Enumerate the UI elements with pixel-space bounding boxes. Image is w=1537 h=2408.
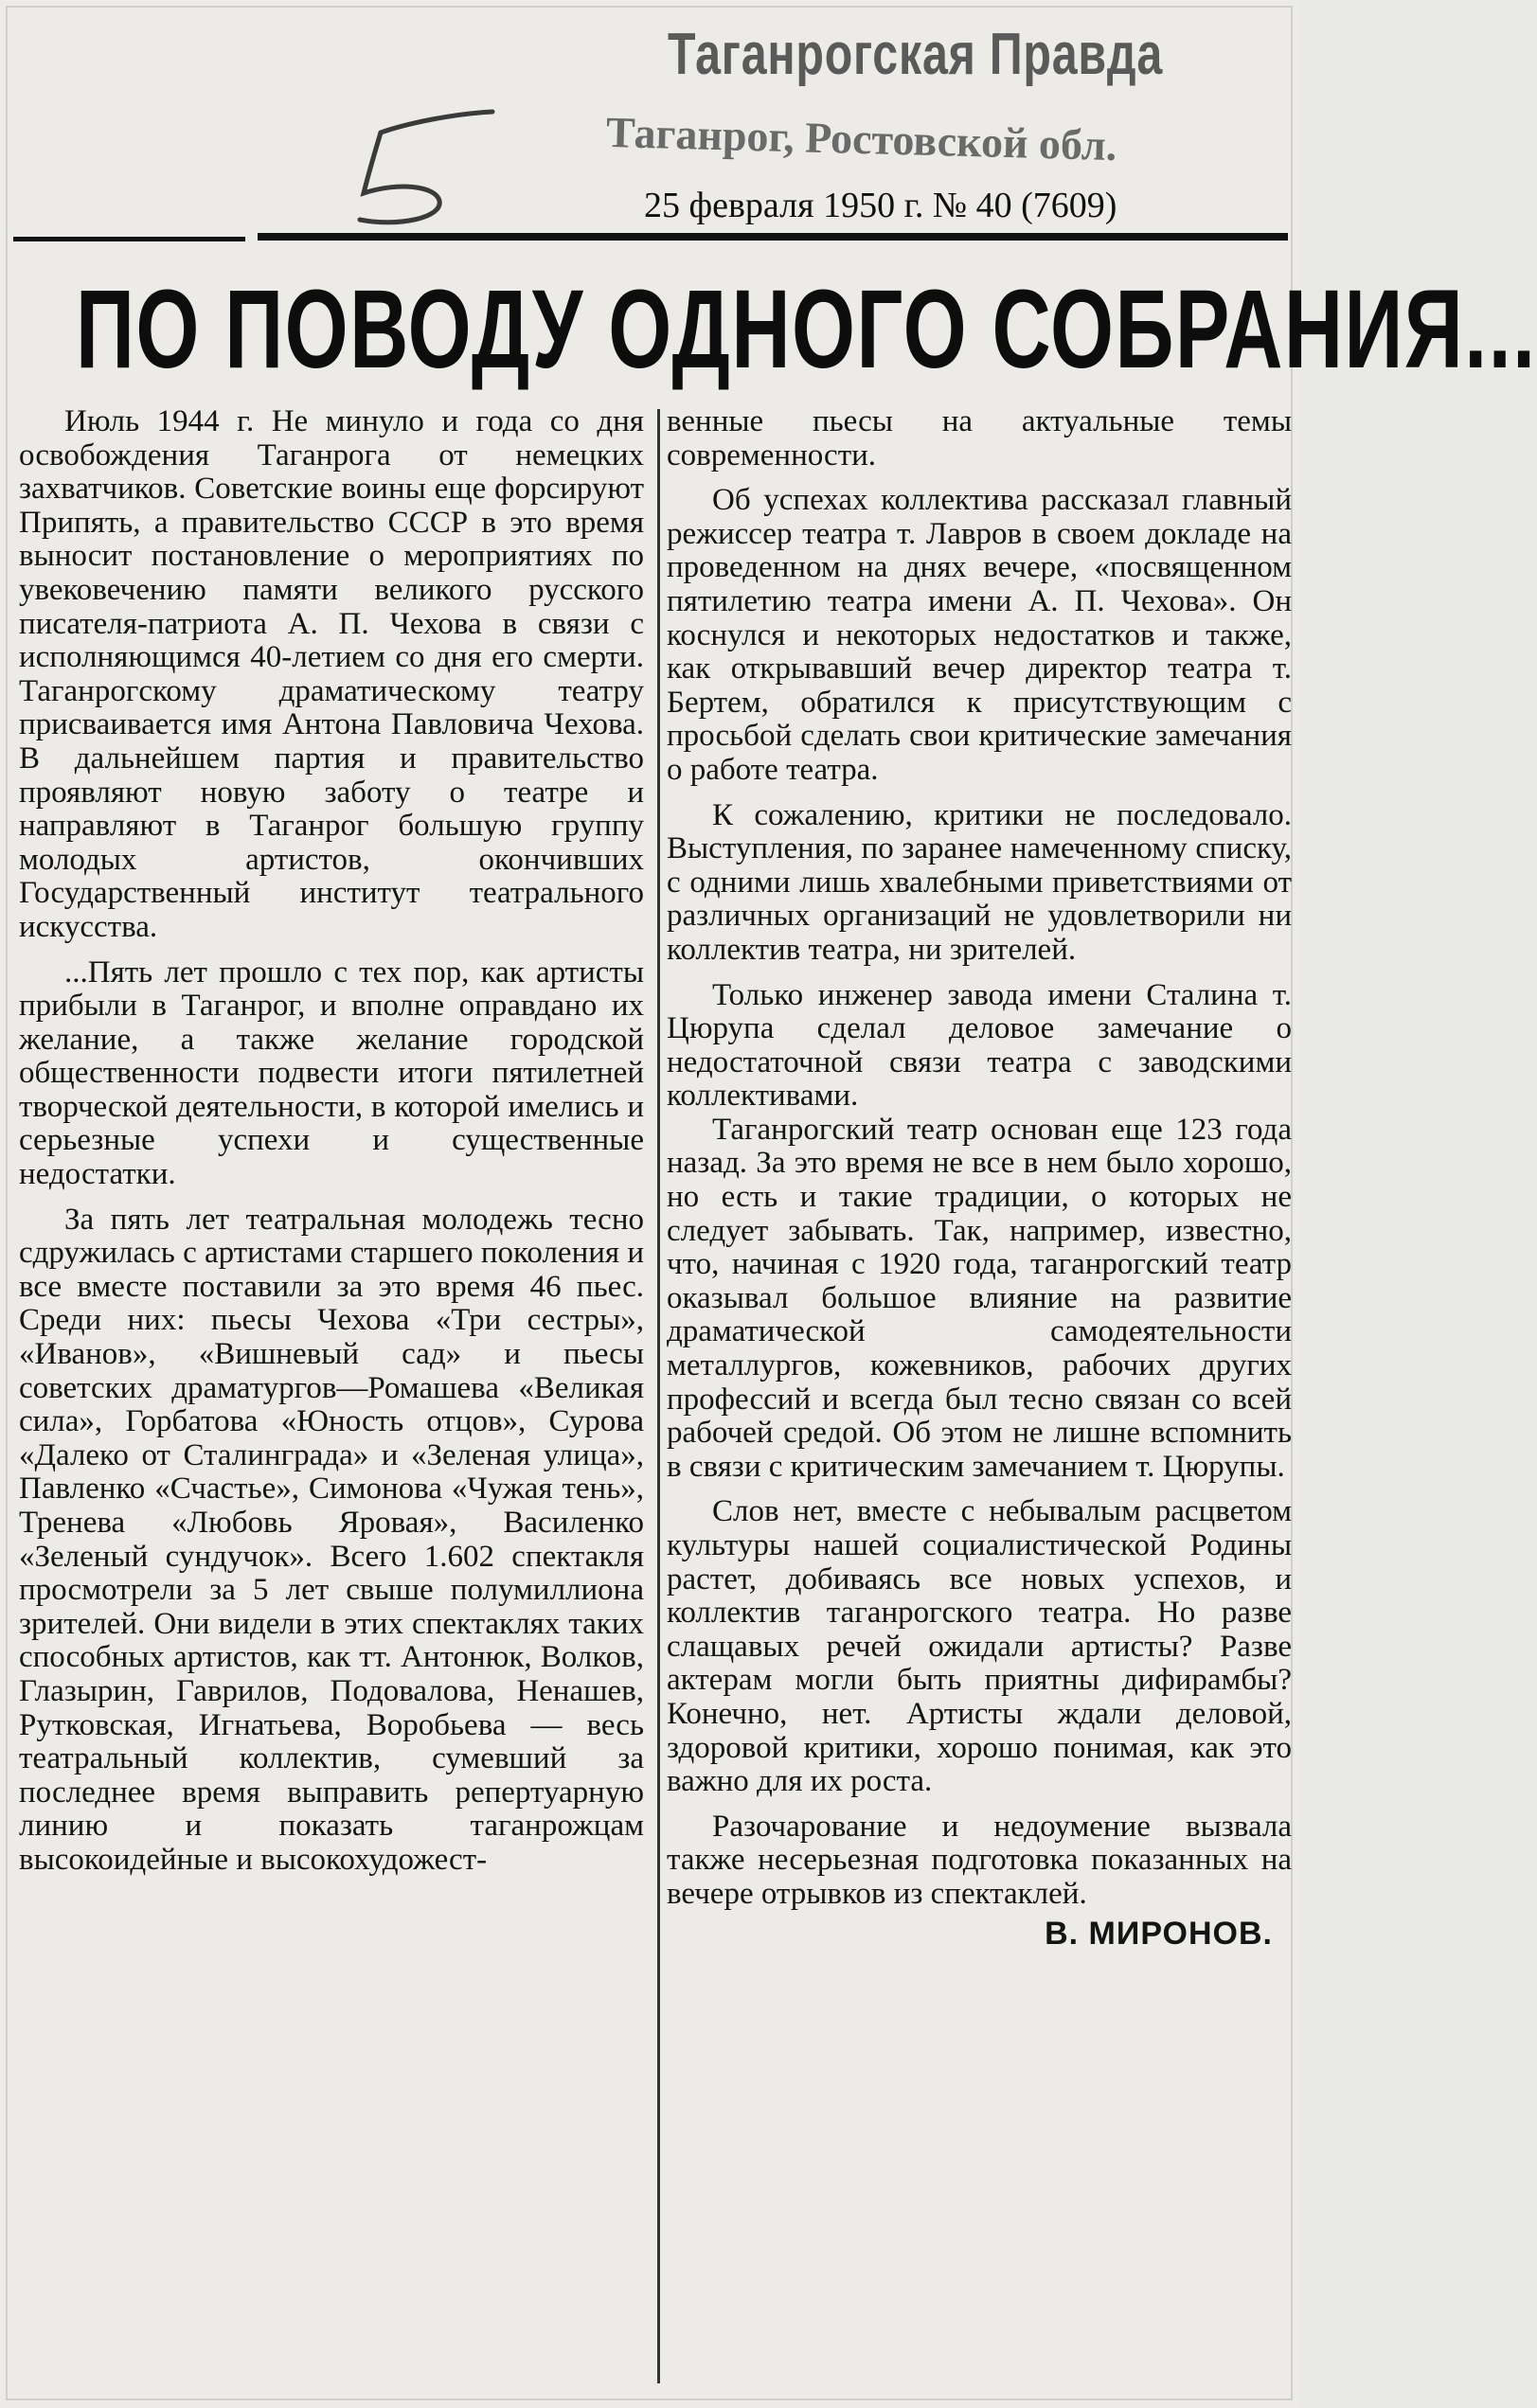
paragraph: Слов нет, вместе с небывалым расцветом культуры нашей социалистической Родины растет, добиваясь все новых успехов, и коллектив таганрогского театра. Но разве слащавых речей ожидали артисты? Разве актерам могли быть приятны дифирамбы? Конечно, нет. Артисты ждали деловой, здоровой критики, хорошо понимая, как это важно для их роста. [667,1494,1292,1799]
paragraph: венные пьесы на актуальные темы современности. [667,404,1292,473]
paragraph: Только инженер завода имени Сталина т. Цюрупа сделал деловое замечание о недостаточной связи театра с заводскими коллективами. [667,977,1292,1114]
author-signature: В. МИРОНОВ. [1045,1915,1273,1952]
newspaper-name-stamp: Таганрогская Правда [668,22,1164,87]
masthead-rule-right [258,233,1288,241]
paragraph: Разочарование и недоумение вызвала также несерьезная подготовка показанных на вечере отрывков из спектаклей. [667,1809,1292,1911]
paragraph: ...Пять лет прошло с тех пор, как артисты прибыли в Таганрог, и вполне оправдано их желание, а также желание городской общественности подвести итоги пятилетней творческой деятельности, в которой имелись и серьезные успехи и существенные недостатки. [19,954,644,1192]
paragraph: За пять лет театральная молодежь тесно сдружилась с артистами старшего поколения и все вместе поставили за это время 46 пьес. Среди них: пьесы Чехова «Три сестры», «Иванов», «Вишневый сад» и пьесы советских драматургов—Ромашева «Великая сила», Горбатова «Юность отцов», Сурова «Далеко от Сталинграда» и «Зеленая улица», Павленко «Счастье», Симонова «Чужая тень», Тренева «Любовь Яровая», Василенко «Зеленый сундучок». Всего 1.602 спектакля просмотрели за 5 лет свыше полумиллиона зрителей. Они видели в этих спектаклях таких способных артистов, как тт. Антонюк, Волков, Глазырин, Гаврилов, Подовалова, Ненашев, Рутковская, Игнатьева, Воробьева — весь театральный коллектив, сумевший за последнее время выправить репертуарную линию и показать таганрожцам высокоидейные и высокохудожест- [19,1202,644,1877]
paragraph: Июль 1944 г. Не минуло и года со дня освобождения Таганрога от немецких захватчиков. Советские воины еще форсируют Припять, а правительство СССР в это время выносит постановление о мероприятиях по увековечению памяти великого русского писателя-патриота А. П. Чехова в связи с исполняющимся 40-летием со дня его смерти. Таганрогскому драматическому театру присваивается имя Антона Павловича Чехова. В дальнейшем партия и правительство проявляют новую заботу о театре и направляют в Таганрог большую группу молодых артистов, окончивших Государственный институт театрального искусства. [19,404,644,944]
column-divider [657,409,660,2383]
paragraph: К сожалению, критики не последовало. Выступления, по заранее намеченному списку, с одними лишь хвалебными приветствиями от различных организаций не удовлетворили ни коллектив театра, ни зрителей. [667,797,1292,967]
issue-dateline: 25 февраля 1950 г. № 40 (7609) [644,186,1117,225]
paragraph: Об успехах коллектива рассказал главный режиссер театра т. Лавров в своем докладе на проведенном на днях вечере, «посвященном пятилетию театра имени А. П. Чехова». Он коснулся и некоторых недостатков и также, как открывавший вечер директор театра т. Бертем, обратился к присутствующим с просьбой сделать свои критические замечания о работе театра. [667,483,1292,787]
paragraph: Таганрогский театр основан еще 123 года назад. За это время не все в нем было хорошо, но есть и такие традиции, о которых не следует забывать. Так, например, известно, что, начиная с 1920 года, таганрогский театр оказывал большое влияние на развитие драматической самодеятельности металлургов, кожевников, рабочих других профессий и всегда был тесно связан со всей рабочей средой. Об этом не лишне вспомнить в связи с критическим замечанием т. Цюрупы. [667,1112,1292,1484]
location-stamp: Таганрог, Ростовской обл. [605,107,1117,170]
article-headline: ПО ПОВОДУ ОДНОГО СОБРАНИЯ... [76,267,1537,392]
right-column [667,405,1292,1951]
masthead-rule-left [13,237,245,241]
handwritten-mark [341,95,521,237]
left-column [19,405,644,1878]
